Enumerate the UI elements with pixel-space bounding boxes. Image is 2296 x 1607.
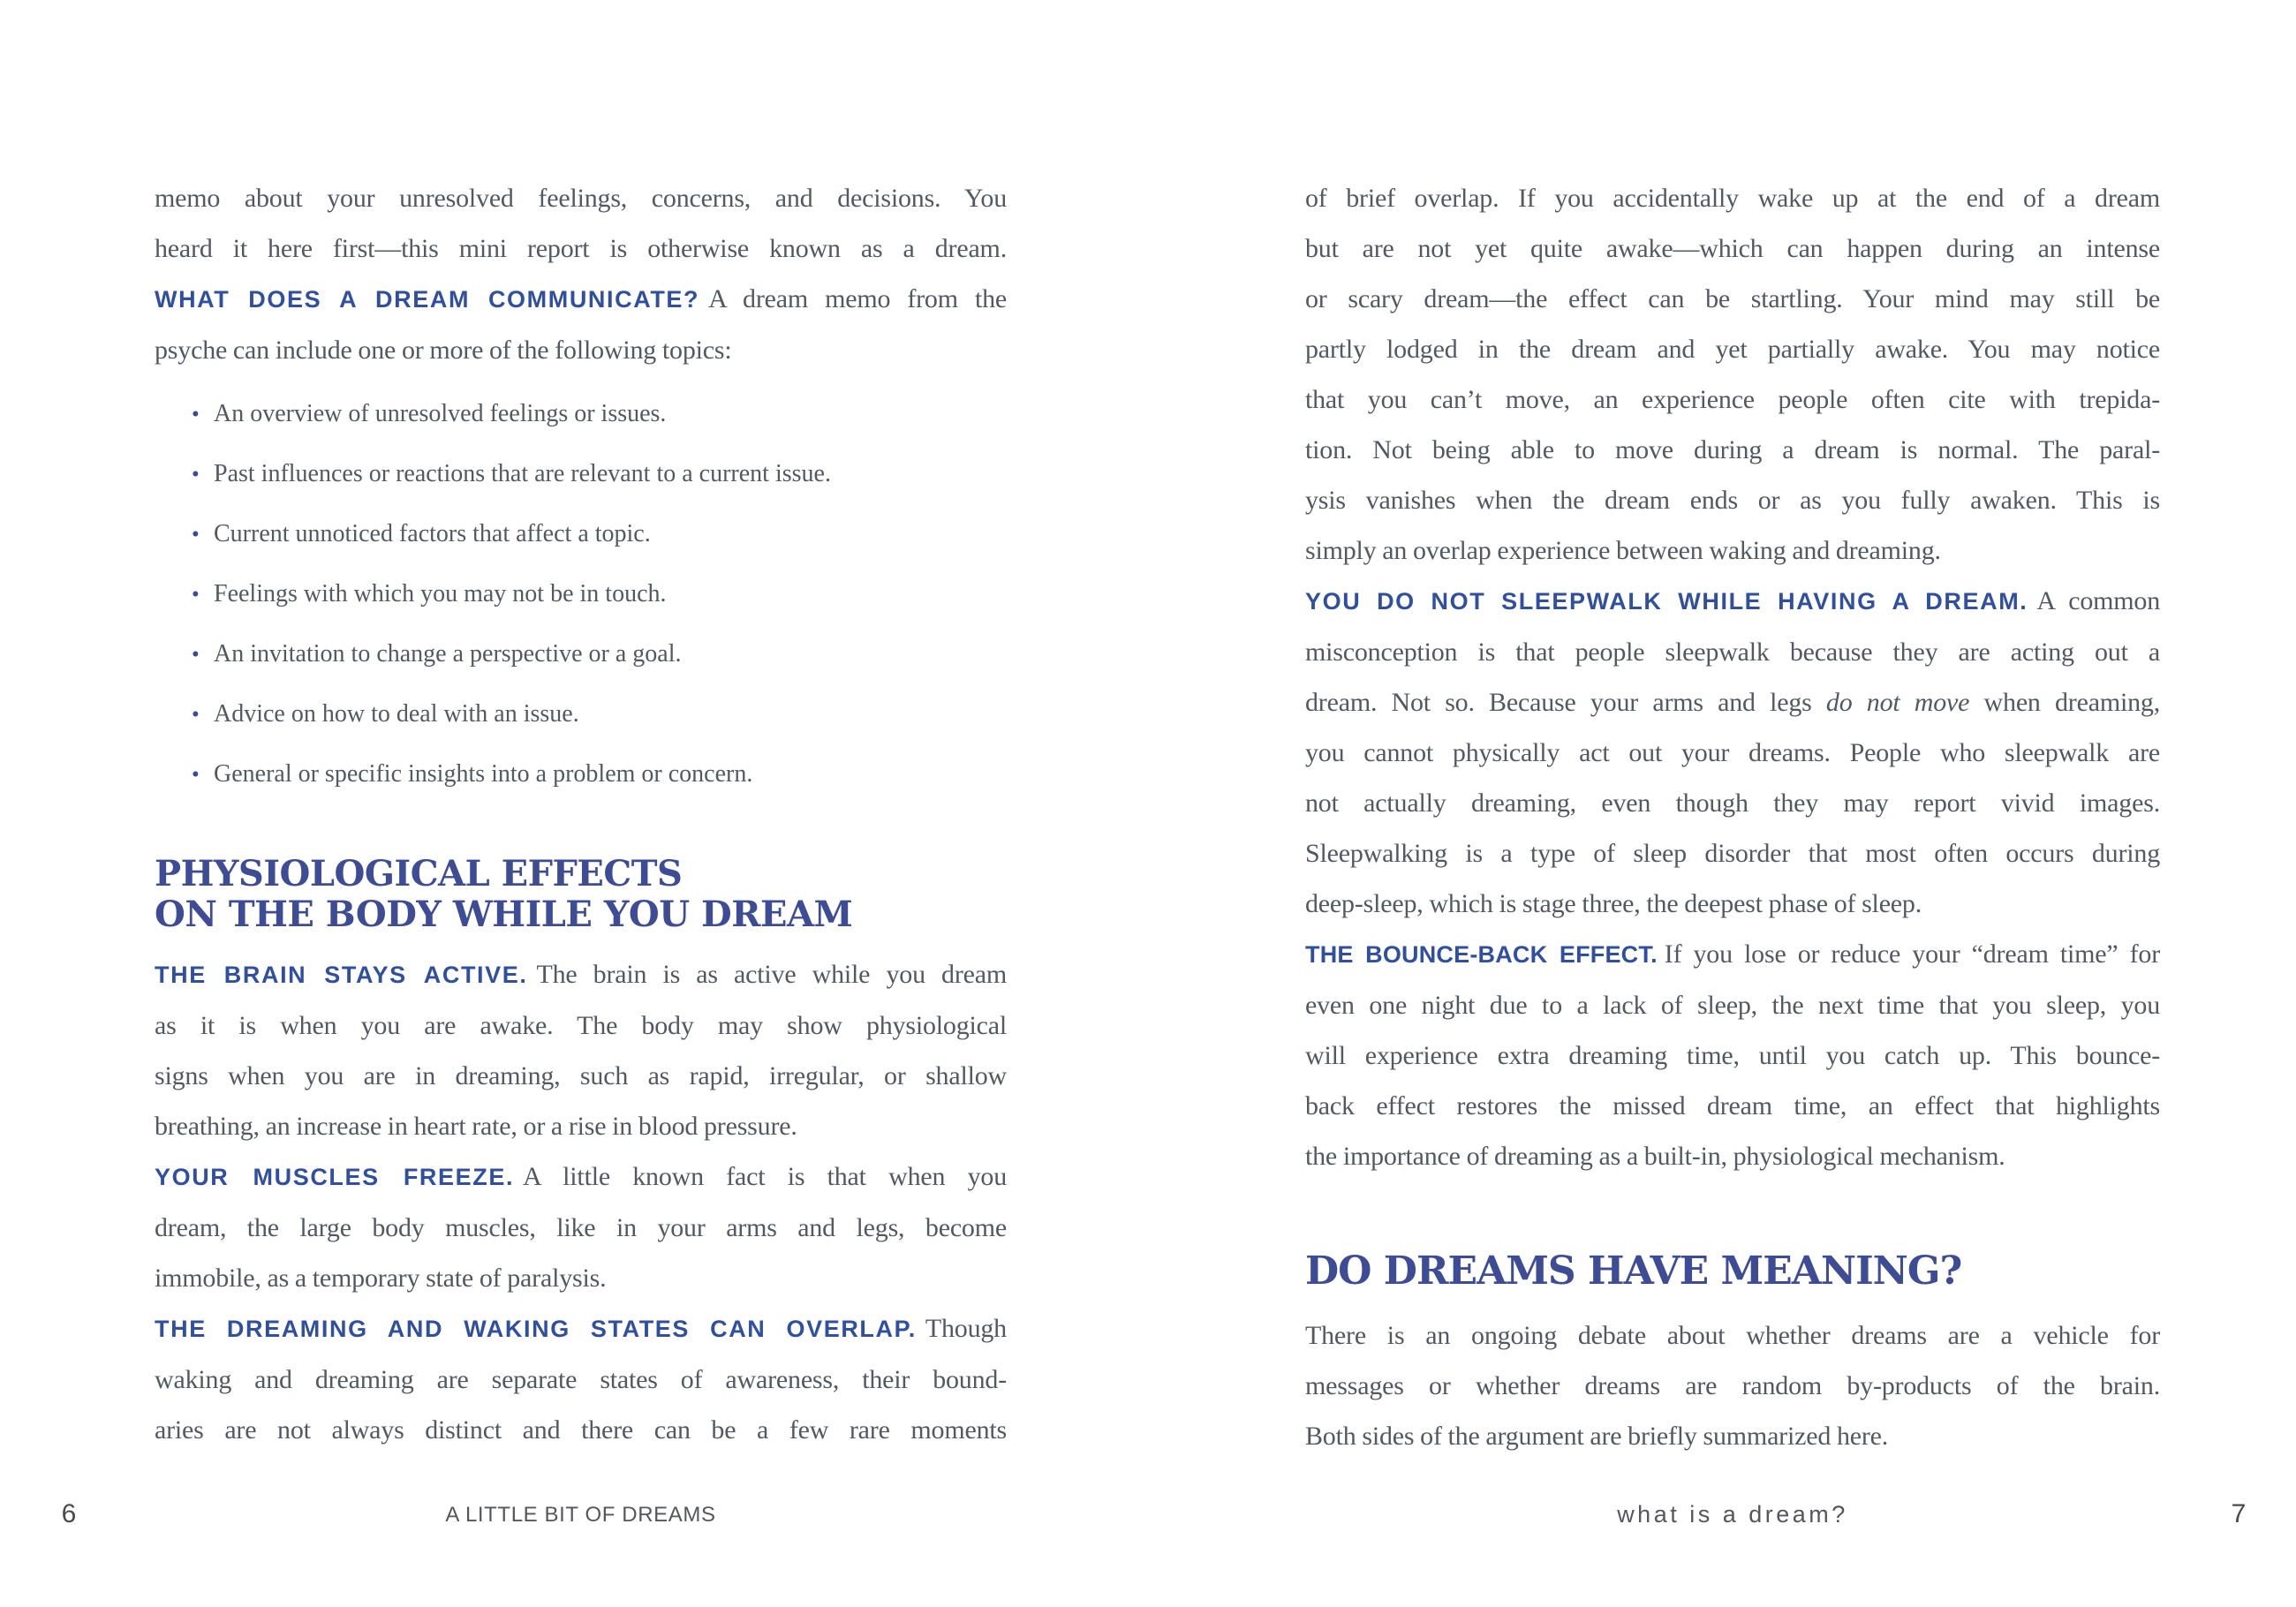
- paragraph-lead-in: WHAT DOES A DREAM COMMUNICATE?: [155, 286, 700, 313]
- text-segment: messages or whether dreams are random by-products of the brain.: [1305, 1371, 2160, 1400]
- paragraph-lead-in: THE DREAMING AND WAKING STATES CAN OVERLAP.: [155, 1316, 917, 1342]
- bullet-text: General or specific insights into a problem or concern.: [214, 760, 753, 788]
- paragraph: [1305, 1310, 2160, 1461]
- bullet-text: Advice on how to deal with an issue.: [214, 700, 579, 728]
- text-line: [1305, 1131, 2160, 1181]
- text-segment: the importance of dreaming as a built-in, physiological mechanism.: [1305, 1142, 2005, 1171]
- paragraph: [155, 173, 1007, 375]
- text-segment: when dreaming,: [1969, 688, 2160, 717]
- text-line: [1305, 1411, 2160, 1461]
- text-line: [155, 173, 1007, 223]
- text-segment: or scary dream—the effect can be startling. Your mind may still be: [1305, 284, 2160, 313]
- text-segment: A little known fact is that when you: [523, 1162, 1007, 1191]
- section-heading: [155, 854, 1007, 935]
- text-line: [155, 949, 1007, 1000]
- bullet-item: [155, 444, 1007, 504]
- text-line: [1305, 728, 2160, 778]
- bullet-icon: •: [192, 523, 200, 547]
- bullet-text: Past influences or reactions that are relevant to a current issue.: [214, 460, 831, 487]
- bullet-text: Current unnoticed factors that affect a topic.: [214, 520, 651, 547]
- bullet-icon: •: [192, 763, 200, 787]
- text-line: [155, 1253, 1007, 1303]
- text-segment: you cannot physically act out your dreams. People who sleepwalk are: [1305, 738, 2160, 767]
- page-column-left: [155, 173, 1007, 1455]
- text-line: [1305, 425, 2160, 475]
- text-line: [1305, 677, 2160, 728]
- text-line: [155, 325, 1007, 375]
- text-segment: back effect restores the missed dream time, an effect that highlights: [1305, 1091, 2160, 1120]
- text-segment: There is an ongoing debate about whether dreams are a vehicle for: [1305, 1321, 2160, 1350]
- bullet-item: [155, 624, 1007, 684]
- text-line: [155, 1101, 1007, 1151]
- text-line: [1305, 173, 2160, 223]
- paragraph: [1305, 929, 2160, 1181]
- paragraph: [155, 949, 1007, 1151]
- text-segment: heard it here first—this mini report is otherwise known as a dream.: [155, 234, 1007, 263]
- paragraph: [1305, 576, 2160, 929]
- text-line: [1305, 525, 2160, 576]
- text-segment: not actually dreaming, even though they may report vivid images.: [1305, 788, 2160, 818]
- heading-line: PHYSIOLOGICAL EFFECTS: [155, 853, 683, 894]
- text-segment: dream, the large body muscles, like in your arms and legs, become: [155, 1213, 1007, 1242]
- text-segment: The brain is as active while you dream: [536, 960, 1007, 989]
- text-segment: immobile, as a temporary state of paralysis.: [155, 1264, 607, 1293]
- section-heading: [1305, 1247, 2160, 1296]
- text-segment: even one night due to a lack of sleep, the next time that you sleep, you: [1305, 991, 2160, 1020]
- text-segment: Sleepwalking is a type of sleep disorder that most often occurs during: [1305, 839, 2160, 868]
- text-line: [1305, 576, 2160, 627]
- text-line: [1305, 1310, 2160, 1361]
- page-number-left: 6: [61, 1499, 77, 1528]
- text-segment: signs when you are in dreaming, such as rapid, irregular, or shallow: [155, 1061, 1007, 1090]
- bullet-item: [155, 564, 1007, 624]
- text-line: [1305, 274, 2160, 324]
- text-line: [1305, 223, 2160, 274]
- bullet-item: [155, 684, 1007, 744]
- bullet-list: [155, 384, 1007, 804]
- running-head-left: A LITTLE BIT OF DREAMS: [445, 1503, 716, 1527]
- bullet-text: Feelings with which you may not be in touch.: [214, 580, 667, 607]
- text-line: [1305, 929, 2160, 980]
- bullet-item: [155, 384, 1007, 444]
- page-column-right: [1305, 173, 2160, 1461]
- text-segment: simply an overlap experience between waking and dreaming.: [1305, 536, 1941, 565]
- text-segment: aries are not always distinct and there can be a few rare moments: [155, 1415, 1007, 1445]
- text-line: [155, 223, 1007, 274]
- text-segment: deep-sleep, which is stage three, the deepest phase of sleep.: [1305, 889, 1922, 918]
- bullet-icon: •: [192, 463, 200, 487]
- paragraph-lead-in: YOUR MUSCLES FREEZE.: [155, 1164, 515, 1190]
- text-segment: tion. Not being able to move during a dream is normal. The paral-: [1305, 435, 2160, 464]
- text-segment: misconception is that people sleepwalk because they are acting out a: [1305, 638, 2160, 667]
- text-line: [155, 1051, 1007, 1101]
- text-line: [1305, 879, 2160, 929]
- page-number-right: 7: [2231, 1499, 2247, 1528]
- text-line: [155, 1303, 1007, 1354]
- text-segment: of brief overlap. If you accidentally wake up at the end of a dream: [1305, 184, 2160, 213]
- text-segment: as it is when you are awake. The body may show physiological: [155, 1011, 1007, 1040]
- bullet-icon: •: [192, 643, 200, 667]
- text-segment: dream. Not so. Because your arms and legs: [1305, 688, 1826, 717]
- heading-line: ON THE BODY WHILE YOU DREAM: [155, 894, 853, 935]
- text-line: [155, 274, 1007, 325]
- text-line: [1305, 1361, 2160, 1411]
- bullet-icon: •: [192, 583, 200, 607]
- text-line: [1305, 828, 2160, 879]
- text-line: [1305, 475, 2160, 525]
- text-line: [155, 1000, 1007, 1051]
- text-segment: waking and dreaming are separate states of awareness, their bound-: [155, 1365, 1007, 1394]
- text-segment: Both sides of the argument are briefly summarized here.: [1305, 1422, 1889, 1451]
- text-segment: A dream memo from the: [708, 284, 1008, 313]
- text-line: [1305, 627, 2160, 677]
- text-segment: psyche can include one or more of the following topics:: [155, 336, 732, 365]
- text-segment: If you lose or reduce your “dream time” for: [1664, 939, 2160, 969]
- running-head-right: what is a dream?: [1617, 1501, 1848, 1528]
- heading-line: DO DREAMS HAVE MEANING?: [1305, 1249, 1962, 1294]
- text-segment: that you can’t move, an experience people often cite with trepida-: [1305, 385, 2160, 414]
- paragraph-lead-in: YOU DO NOT SLEEPWALK WHILE HAVING A DREAM.: [1305, 588, 2028, 615]
- bullet-item: [155, 504, 1007, 564]
- text-segment: Though: [925, 1314, 1007, 1343]
- bullet-icon: •: [192, 403, 200, 426]
- paragraph-lead-in: THE BRAIN STAYS ACTIVE.: [155, 962, 528, 988]
- text-segment: but are not yet quite awake—which can happen during an intense: [1305, 234, 2160, 263]
- text-line: [155, 1354, 1007, 1405]
- text-line: [1305, 778, 2160, 828]
- paragraph: [155, 1303, 1007, 1455]
- text-line: [1305, 980, 2160, 1030]
- bullet-text: An overview of unresolved feelings or issues.: [214, 400, 667, 427]
- paragraph: [1305, 173, 2160, 576]
- text-line: [155, 1203, 1007, 1253]
- text-line: [1305, 324, 2160, 374]
- text-segment: will experience extra dreaming time, until you catch up. This bounce-: [1305, 1041, 2160, 1070]
- text-segment: ysis vanishes when the dream ends or as you fully awaken. This is: [1305, 486, 2160, 515]
- bullet-icon: •: [192, 703, 200, 727]
- text-line: [1305, 374, 2160, 425]
- text-segment: breathing, an increase in heart rate, or a rise in blood pressure.: [155, 1112, 797, 1141]
- paragraph: [155, 1151, 1007, 1303]
- text-line: [155, 1405, 1007, 1455]
- bullet-item: [155, 744, 1007, 804]
- text-line: [155, 1151, 1007, 1203]
- text-line: [1305, 1081, 2160, 1131]
- text-segment: memo about your unresolved feelings, concerns, and decisions. You: [155, 184, 1007, 213]
- text-segment: partly lodged in the dream and yet partially awake. You may notice: [1305, 335, 2160, 364]
- text-segment: A common: [2036, 586, 2160, 615]
- text-line: [1305, 1030, 2160, 1081]
- text-segment: do not move: [1825, 688, 1970, 717]
- bullet-text: An invitation to change a perspective or a goal.: [214, 640, 682, 668]
- paragraph-lead-in: THE BOUNCE-BACK EFFECT.: [1305, 941, 1658, 968]
